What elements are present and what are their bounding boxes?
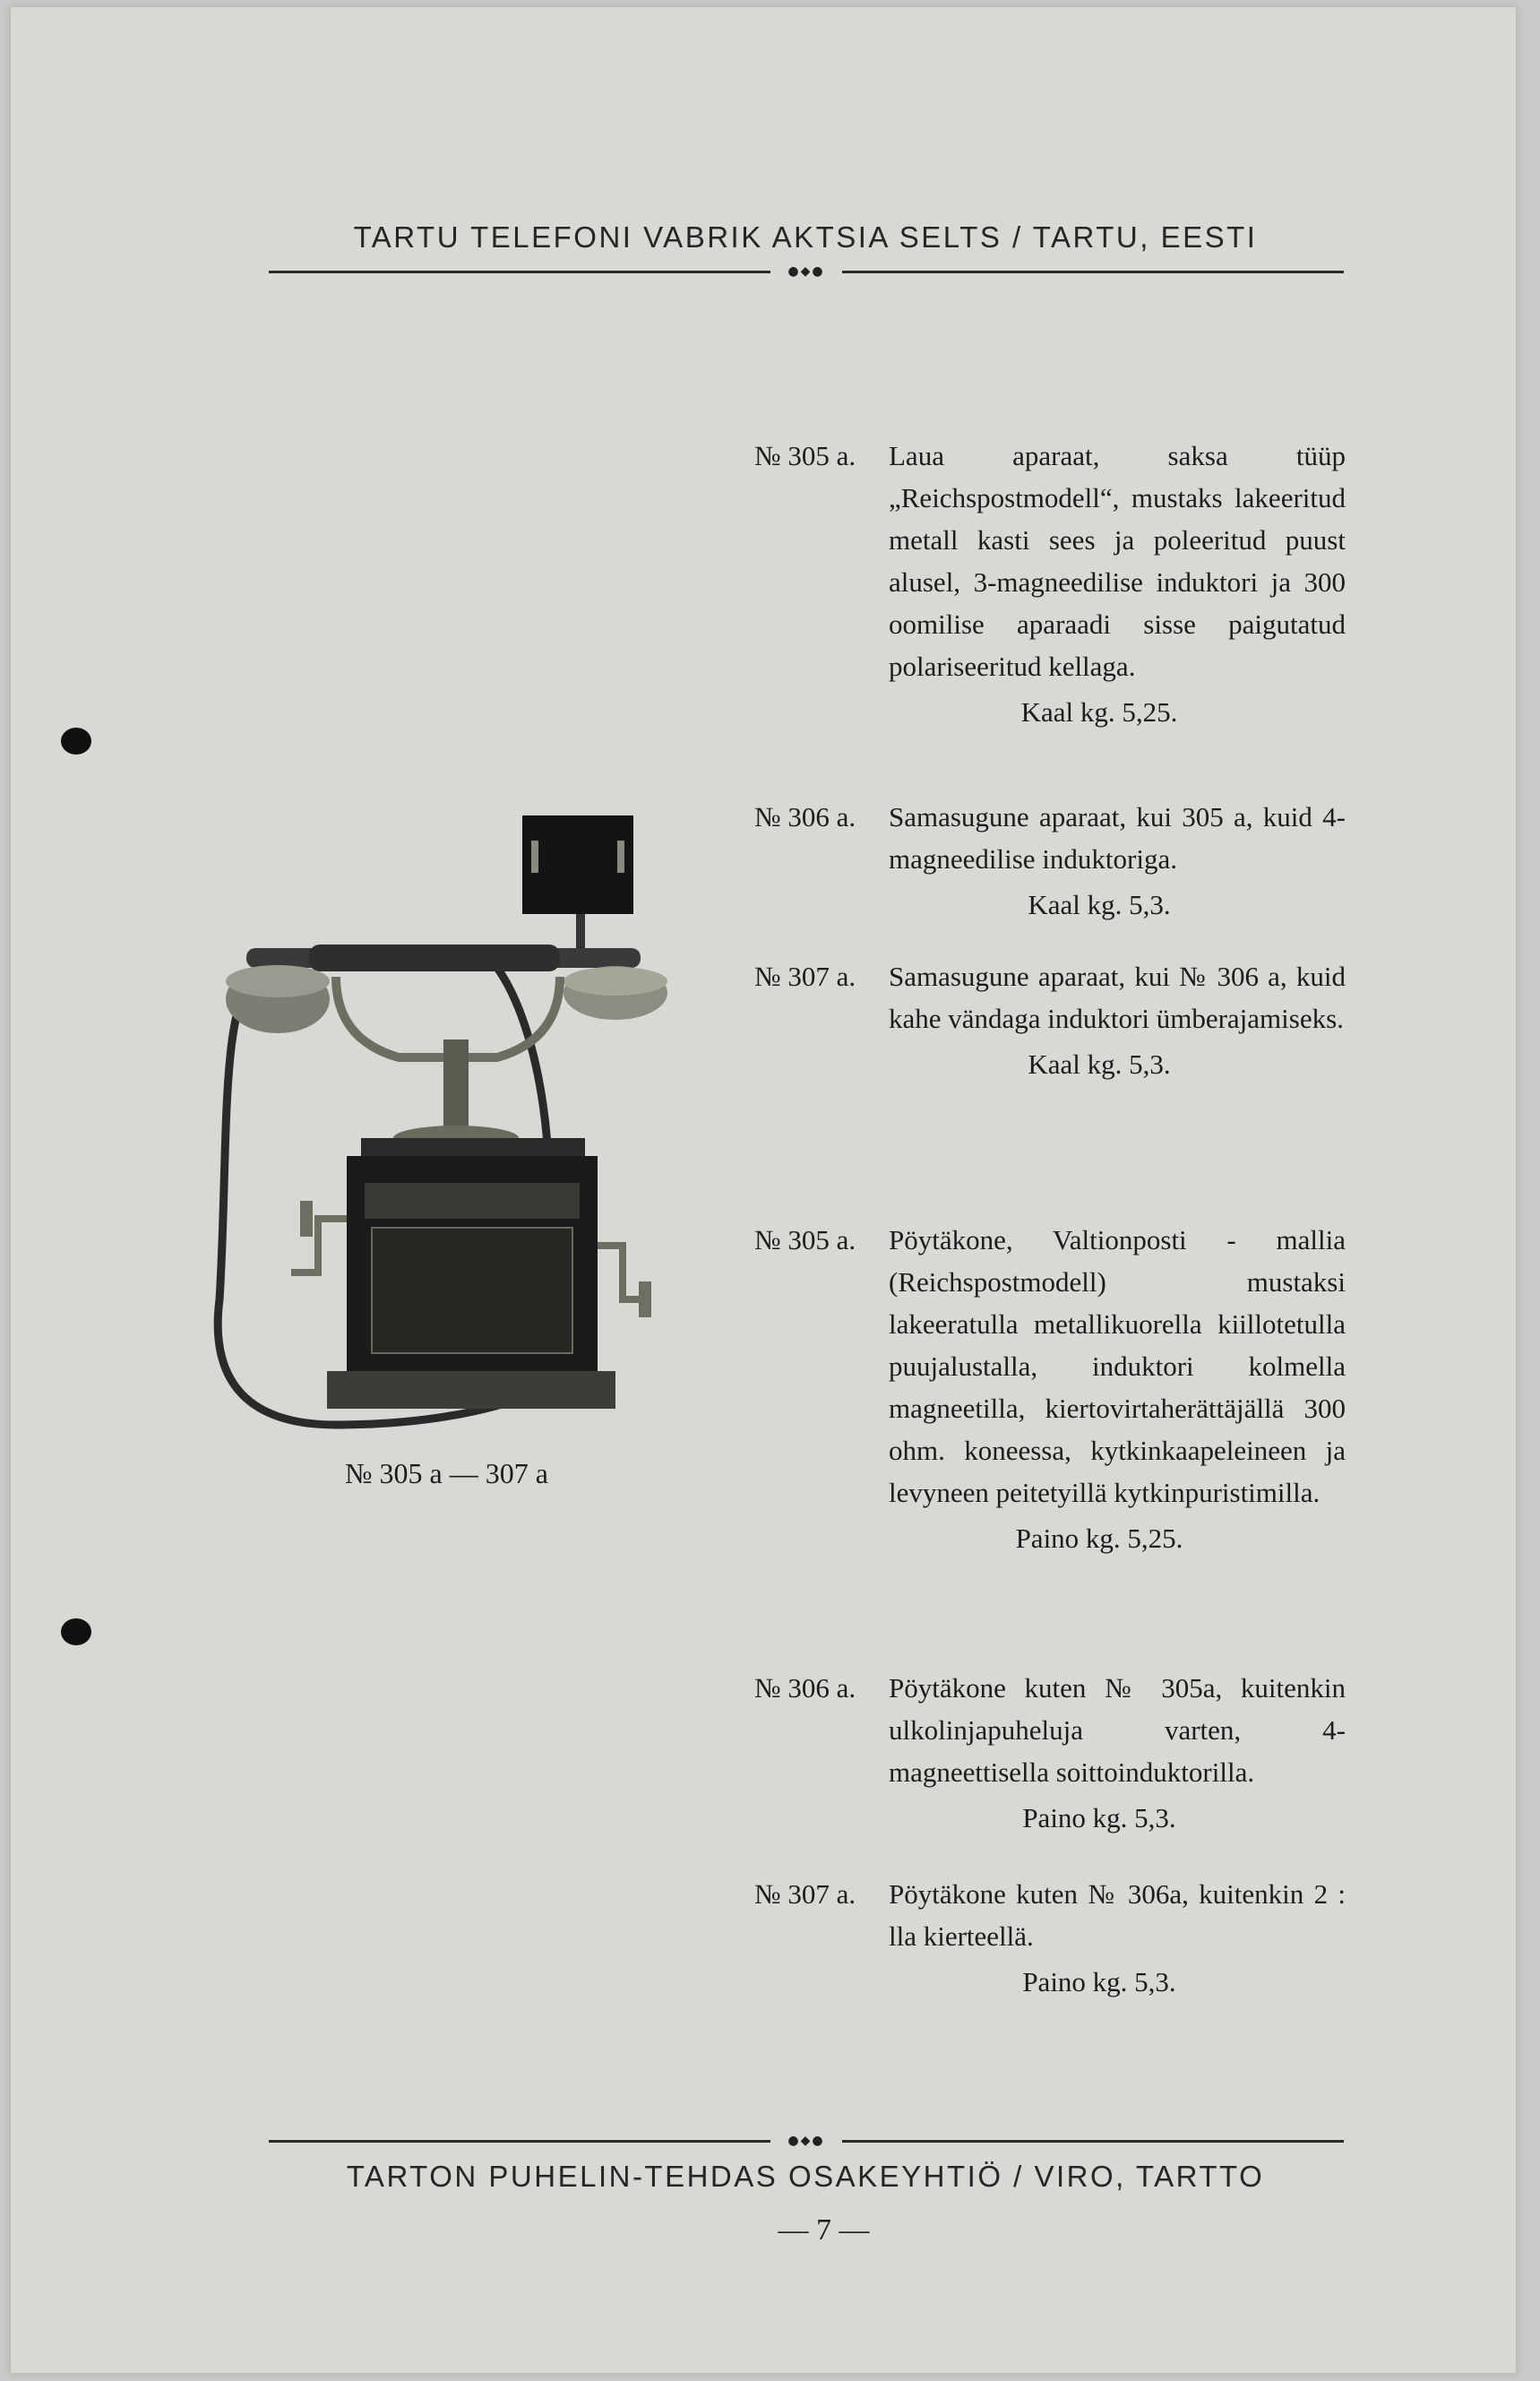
entry-weight: Paino kg. 5,3.	[1022, 1802, 1176, 1833]
entry-description: Samasugune aparaat, kui № 306 a, kuid kahe vändaga induktori ümberajamiseks.	[889, 961, 1346, 1034]
footer-rule	[269, 2134, 1344, 2148]
entry-number: № 306 a.	[754, 801, 856, 832]
ornament: ●◆●	[770, 265, 842, 278]
entry-weight: Kaal kg. 5,3.	[1028, 1048, 1171, 1080]
punch-hole	[61, 1618, 91, 1645]
entry-description: Pöytäkone kuten № 306a, kuitenkin 2 : lla kierteellä.	[889, 1878, 1346, 1952]
ornament: ●◆●	[770, 2135, 842, 2147]
entry-number: № 307 a.	[754, 1878, 856, 1910]
header-rule	[269, 264, 1344, 279]
entry-fi-307a	[754, 1873, 1346, 2003]
page-footer: TARTON PUHELIN-TEHDAS OSAKEYHTIÖ / VIRO, TARTTO	[346, 2160, 1265, 2193]
entry-number: № 305 a.	[754, 1224, 856, 1255]
entry-weight: Kaal kg. 5,25.	[1020, 696, 1178, 728]
entry-number: № 306 a.	[754, 1672, 856, 1704]
entry-et-307a	[754, 955, 1346, 1085]
page-header: TARTU TELEFONI VABRIK AKTSIA SELTS / TARTU, EESTI	[353, 220, 1258, 254]
entry-fi-306a	[754, 1667, 1346, 1839]
entry-number: № 305 a.	[754, 440, 856, 471]
entry-description: Pöytäkone kuten № 305a, kuitenkin ulkolinjapuheluja varten, 4-magneettisella soittoinduktorilla.	[889, 1672, 1346, 1788]
entry-description: Laua aparaat, saksa tüüp „Reichspostmodell“, mustaks lakeeritud metall kasti sees ja poleeritud puust alusel, 3-magneedilise induktori ja 300 oomilise aparaadi sisse paigutatud polariseeritud kellaga.	[889, 440, 1346, 682]
entry-fi-305a	[754, 1219, 1346, 1559]
entry-number: № 307 a.	[754, 961, 856, 992]
entry-et-305a	[754, 435, 1346, 733]
entry-description: Pöytäkone, Valtionposti - mallia (Reichspostmodell) mustaksi lakeeratulla metallikuorella kiillotetulla puujalustalla, induktori kolmella magneetilla, kiertovirtaherättäjällä 300 ohm. koneessa, kytkinkaapeleineen ja levyneen peitetyillä kytkinpuristimilla.	[889, 1224, 1346, 1508]
entry-et-306a	[754, 796, 1346, 926]
telephone-illustration	[202, 798, 739, 1443]
figure-caption: № 305 a — 307 a	[345, 1457, 548, 1489]
entry-description: Samasugune aparaat, kui 305 a, kuid 4-magneedilise induktoriga.	[889, 801, 1346, 875]
page-number: — 7 —	[778, 2213, 870, 2247]
entry-weight: Paino kg. 5,3.	[1022, 1966, 1176, 1997]
punch-hole	[61, 728, 91, 755]
entry-weight: Paino kg. 5,25.	[1015, 1523, 1183, 1554]
entry-weight: Kaal kg. 5,3.	[1028, 889, 1171, 920]
